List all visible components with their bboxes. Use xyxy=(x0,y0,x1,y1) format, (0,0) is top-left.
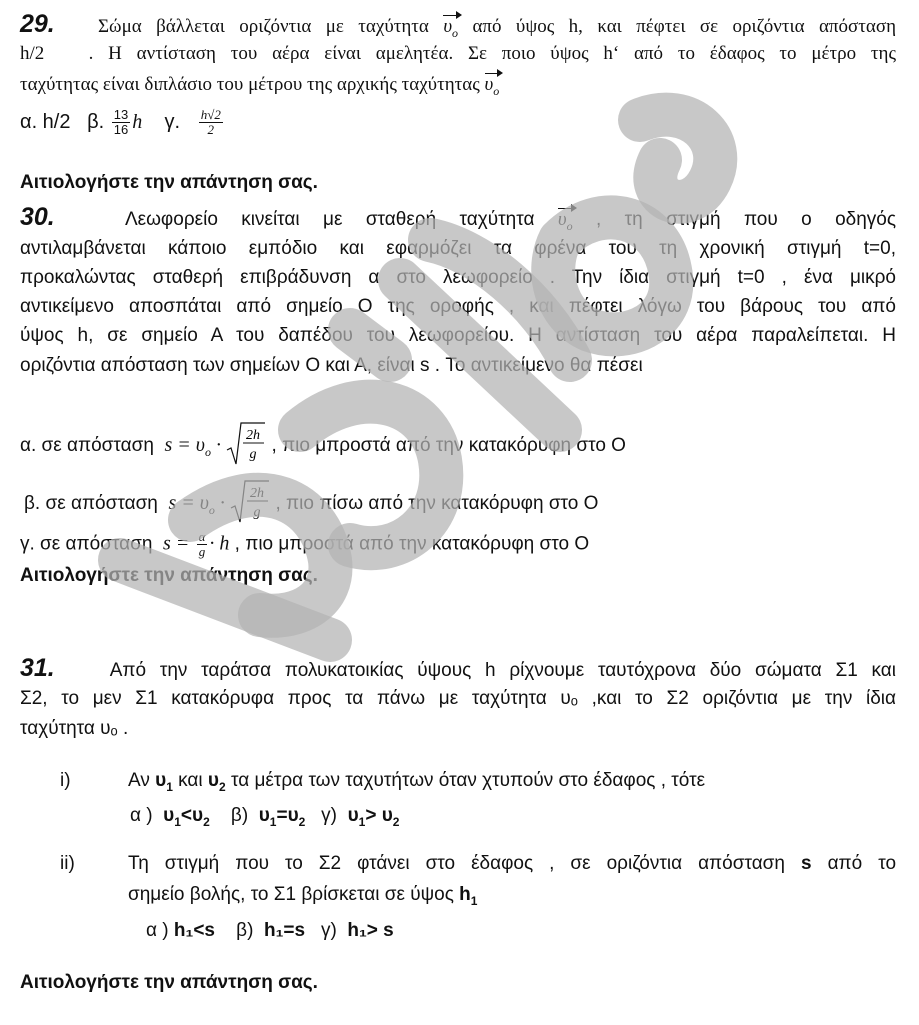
sqrt-2h-over-g xyxy=(230,478,270,530)
q29-line-3 xyxy=(20,74,499,99)
q31-part-i-text: Αν $\upsilon_1$ και $\upsilon_2$ τα μέτρα των ταχυτήτων όταν χτυπούν στο έδαφος , τότε xyxy=(128,770,706,794)
vector-v0: $\upsilon_o$ xyxy=(484,74,500,98)
fraction-h-root2-over-2: $\frac{h√2}{2}$ xyxy=(200,107,221,137)
q29-option-b: β. xyxy=(87,110,105,133)
q30-option-b: β. σε απόσταση $s = \upsilon_o$ · 2h g , πιο πίσω από την κατακόρυφη στο Ο xyxy=(24,478,598,530)
q29-justify: Αιτιολογήστε την απάντηση σας. xyxy=(20,172,318,193)
q30-line-2: αντιλαμβάνεται κάποιο εμπόδιο και εφαρμόζει τα φρένα του τη χρονική στιγμή t=0, xyxy=(20,238,896,259)
formula-s-v0: $s = \upsilon_o$ · xyxy=(164,434,221,460)
q29-line-2 xyxy=(20,43,896,65)
q31-justify: Αιτιολογήστε την απάντηση σας. xyxy=(20,972,318,993)
q29-text-2a: h/2 xyxy=(20,43,45,64)
q31-part-ii-line-1: Τη στιγμή που το Σ2 φτάνει στο έδαφος , σε οριζόντια απόσταση s από το xyxy=(128,853,897,874)
q31-part-i-label: i) xyxy=(60,770,71,791)
q30-text-1-tail: , τη στιγμή που ο οδηγός xyxy=(595,209,897,230)
q29-text-1: Σώμα βάλλεται οριζόντια με ταχύτητα xyxy=(98,16,429,37)
vector-v0: $\upsilon_o$ xyxy=(557,209,573,233)
q30-line-1 xyxy=(20,203,896,234)
sqrt-numerator: 2h xyxy=(250,486,265,501)
q30-text-1: Λεωφορείο κινείται με σταθερή ταχύτητα xyxy=(124,209,535,230)
sqrt-numerator: 2h xyxy=(246,428,261,443)
q31-part-i-options: α ) $\upsilon_1<\upsilon_2$ β) $\upsilon_1=\upsilon_2$ γ) $\upsilon_1> \upsilon_2$ xyxy=(130,805,400,829)
q31-line-2: Σ2, το μεν Σ1 κατακόρυφα προς τα πάνω με ταχύτητα υₒ ,και το Σ2 οριζόντια με την ίδια xyxy=(20,688,896,709)
q29-text-1b: από ύψος h, και πέφτει σε οριζόντια απόσταση xyxy=(472,16,897,37)
q29-number: 29. xyxy=(20,10,55,38)
q31-line-3: ταχύτητα υₒ . xyxy=(20,718,129,739)
q30-number: 30. xyxy=(20,203,55,231)
q29-option-c: γ. xyxy=(164,110,181,133)
sqrt-denominator: g xyxy=(253,505,261,520)
q31-part-ii-line-2: σημείο βολής, το Σ1 βρίσκεται σε ύψος $h_1$ xyxy=(128,884,478,908)
formula-s-v0: $s = \upsilon_o$ · xyxy=(168,492,225,518)
q29-text-2b: . Η αντίσταση του αέρα είναι αμελητέα. Σε ποιο ύψος h‘ από το έδαφος το μέτρο της xyxy=(88,43,896,64)
q30-line-5: ύψος h, σε σημείο Α του δαπέδου του λεωφορείου. Η αντίσταση του αέρα παραλείπεται. Η xyxy=(20,325,896,346)
q30-line-4: αντικείμενο αποσπάται από σημείο Ο της οροφής , και πέφτει λόγω του βάρους του από xyxy=(20,296,896,317)
fraction-a-over-g: $\frac{\alpha}{g}$ xyxy=(198,529,206,559)
sqrt-denominator: g xyxy=(249,447,257,462)
q31-text-1: Από την ταράτσα πολυκατοικίας ύψους h ρίχνουμε ταυτόχρονα δύο σώματα Σ1 και xyxy=(109,660,896,681)
q31-number: 31. xyxy=(20,654,55,682)
q30-line-3: προκαλώντας σταθερή επιβράδυνση α στο λεωφορείο . Την ίδια στιγμή t=0 , ένα μικρό xyxy=(20,267,896,288)
q30-option-a: α. σε απόσταση $s = \upsilon_o$ · 2h g , πιο μπροστά από την κατακόρυφη στο Ο xyxy=(20,420,626,472)
q29-line-1 xyxy=(20,10,896,41)
q31-part-ii-label: ii) xyxy=(60,853,75,874)
q31-line-1 xyxy=(20,654,896,683)
q31-part-ii-options: α ) h₁<s β) h₁=s γ) h₁> s xyxy=(146,920,394,941)
q30-line-6: οριζόντια απόσταση των σημείων Ο και Α, είναι s . Το αντικείμενο θα πέσει xyxy=(20,355,643,376)
fraction-13-16: $\frac{13}{16}$ xyxy=(113,107,129,137)
q30-option-c: γ. σε απόσταση s = $\frac{\alpha}{g}$ · h , πιο μπροστά από την κατακόρυφη στο Ο xyxy=(20,529,590,559)
q30-justify: Αιτιολογήστε την απάντηση σας. xyxy=(20,565,318,586)
sqrt-2h-over-g xyxy=(226,420,266,472)
q29-option-a: α. h/2 xyxy=(20,110,71,133)
q29-text-3: ταχύτητας είναι διπλάσιο του μέτρου της αρχικής ταχύτητας xyxy=(20,74,480,95)
vector-v0: $\upsilon_o$ xyxy=(443,16,459,40)
q29-options: α. h/2 β. $\frac{13}{16}$ h γ. $\frac{h√2}{2}$ xyxy=(20,107,221,137)
